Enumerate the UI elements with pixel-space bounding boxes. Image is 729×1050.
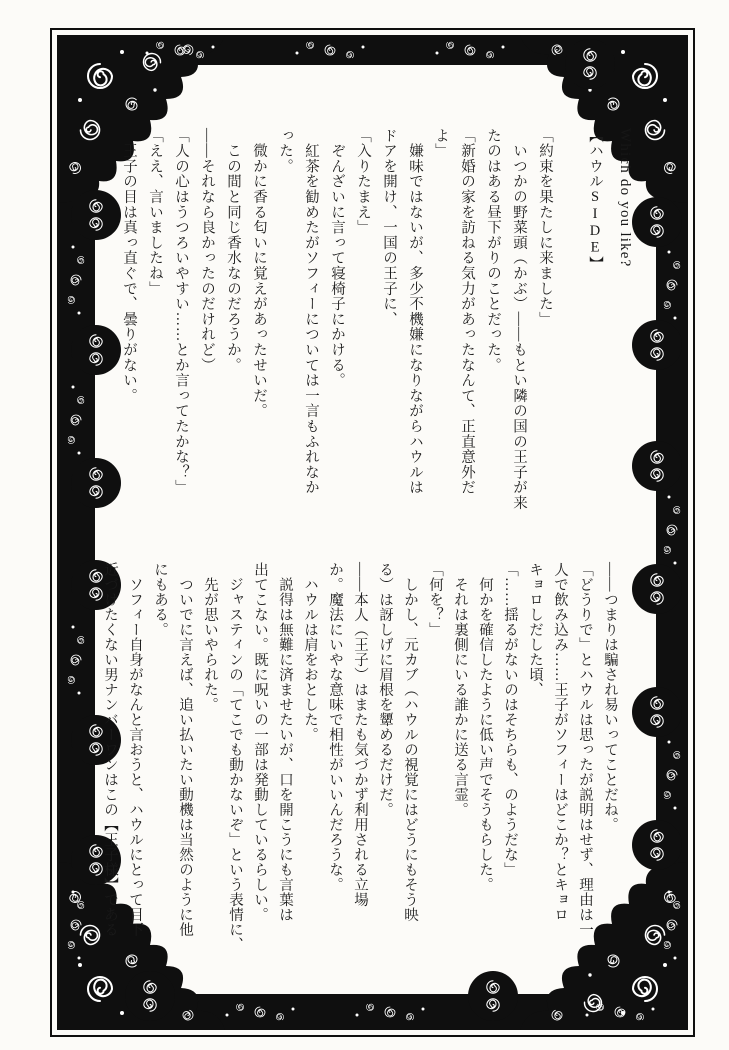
text-line: 「どうりで」とハウルは思ったが説明はせず、理由は一: [577, 562, 593, 937]
text-line: ハウルは肩をおとした。: [302, 562, 318, 742]
text-line: ――つまりは騙され易いってことだね。: [602, 562, 618, 832]
bottom-text-block: [97, 562, 622, 994]
text-line: それは裏側にいる誰かに送る言霊。: [452, 562, 468, 817]
text-line: たのはある昼下がりのことだった。: [485, 128, 501, 373]
text-line: ついでに言えば、追い払いたい動機は当然のように他: [177, 562, 193, 937]
text-line: 「約束を果たしに来ました」: [537, 128, 553, 327]
text-line: 何かを確信したように低い声でそうもらした。: [477, 562, 493, 892]
text-line: 近づけたくない男ナンバーワンはこの【王子様】である: [102, 562, 118, 937]
text-line: ――それなら良かったのだけれど）: [199, 128, 215, 373]
text-line: か。魔法にいやな意味で相性がいいんだろうな。: [327, 562, 343, 892]
text-line: 「何を？」: [427, 562, 443, 637]
text-line: しかし、元カブ（ハウルの視覚にはどうにもそう映: [402, 562, 418, 922]
text-line: 紅茶を勧めたがソフィーについては一言もふれなか: [303, 128, 319, 496]
text-line: にもある。: [152, 562, 168, 637]
text-line: 「新婚の家を訪ねる気力があったなんて、正直意外だ: [459, 128, 475, 496]
text-line: ソフィー自身がなんと言おうと、ハウルにとって目下: [127, 562, 143, 937]
top-text-block: [116, 128, 640, 556]
top-lines: [116, 128, 558, 556]
text-line: よ」: [433, 128, 449, 159]
text-line: ジャスティンの「てこでも動かないぞ」という表情に、: [227, 562, 243, 952]
text-line: 嫌味ではないが、多少不機嫌になりながらハウルは: [407, 128, 423, 496]
text-line: 「……揺るがないのはそちらも、のようだな」: [502, 562, 518, 877]
title-jp-open: 【ハウル: [587, 128, 603, 190]
text-line: ぞんざいに言って寝椅子にかける。: [329, 128, 345, 389]
text-line: この間と同じ香水なのだろうか。: [225, 128, 241, 373]
text-line: キョロしだした頃、: [527, 562, 543, 697]
text-line: 微かに香る匂いに覚えがあったせいだ。: [251, 128, 267, 419]
text-line: いつかの野菜頭（かぶ）――もとい隣の国の王子が来: [511, 128, 527, 511]
title-jp-close: 】: [587, 256, 603, 272]
page-title-english: Which do you like?: [617, 128, 633, 268]
text-line: 出てこない。既に呪いの一部は発動しているらしい。: [252, 562, 268, 922]
text-line: 「入りたまえ」: [355, 128, 371, 236]
text-line: ドアを開け、一国の王子に、: [381, 128, 397, 327]
text-line: ――本人（王子）はまたも気づかず利用される立場: [352, 562, 368, 907]
text-line: 王子の目は真っ直ぐで、曇りがない。: [121, 128, 137, 404]
text-line: 人で飲み込み……王子がソフィーはどこか？とキョロ: [552, 562, 568, 922]
bottom-lines: [97, 562, 622, 994]
text-line: 先が思いやられた。: [202, 562, 218, 712]
text-line: った。: [277, 128, 293, 174]
text-line: 説得は無難に済ませたいが、口を開こうにも言葉は: [277, 562, 293, 922]
text-line: る）は訝しげに眉根を顰めるだけだ。: [377, 562, 393, 817]
text-line: 「人の心はうつろいやすい……とか言ってたかな？」: [173, 128, 189, 496]
text-line: 「ええ、言いましたね」: [147, 128, 163, 297]
title-jp-latin: SIDE: [587, 189, 603, 257]
page-title-japanese: [580, 128, 610, 556]
